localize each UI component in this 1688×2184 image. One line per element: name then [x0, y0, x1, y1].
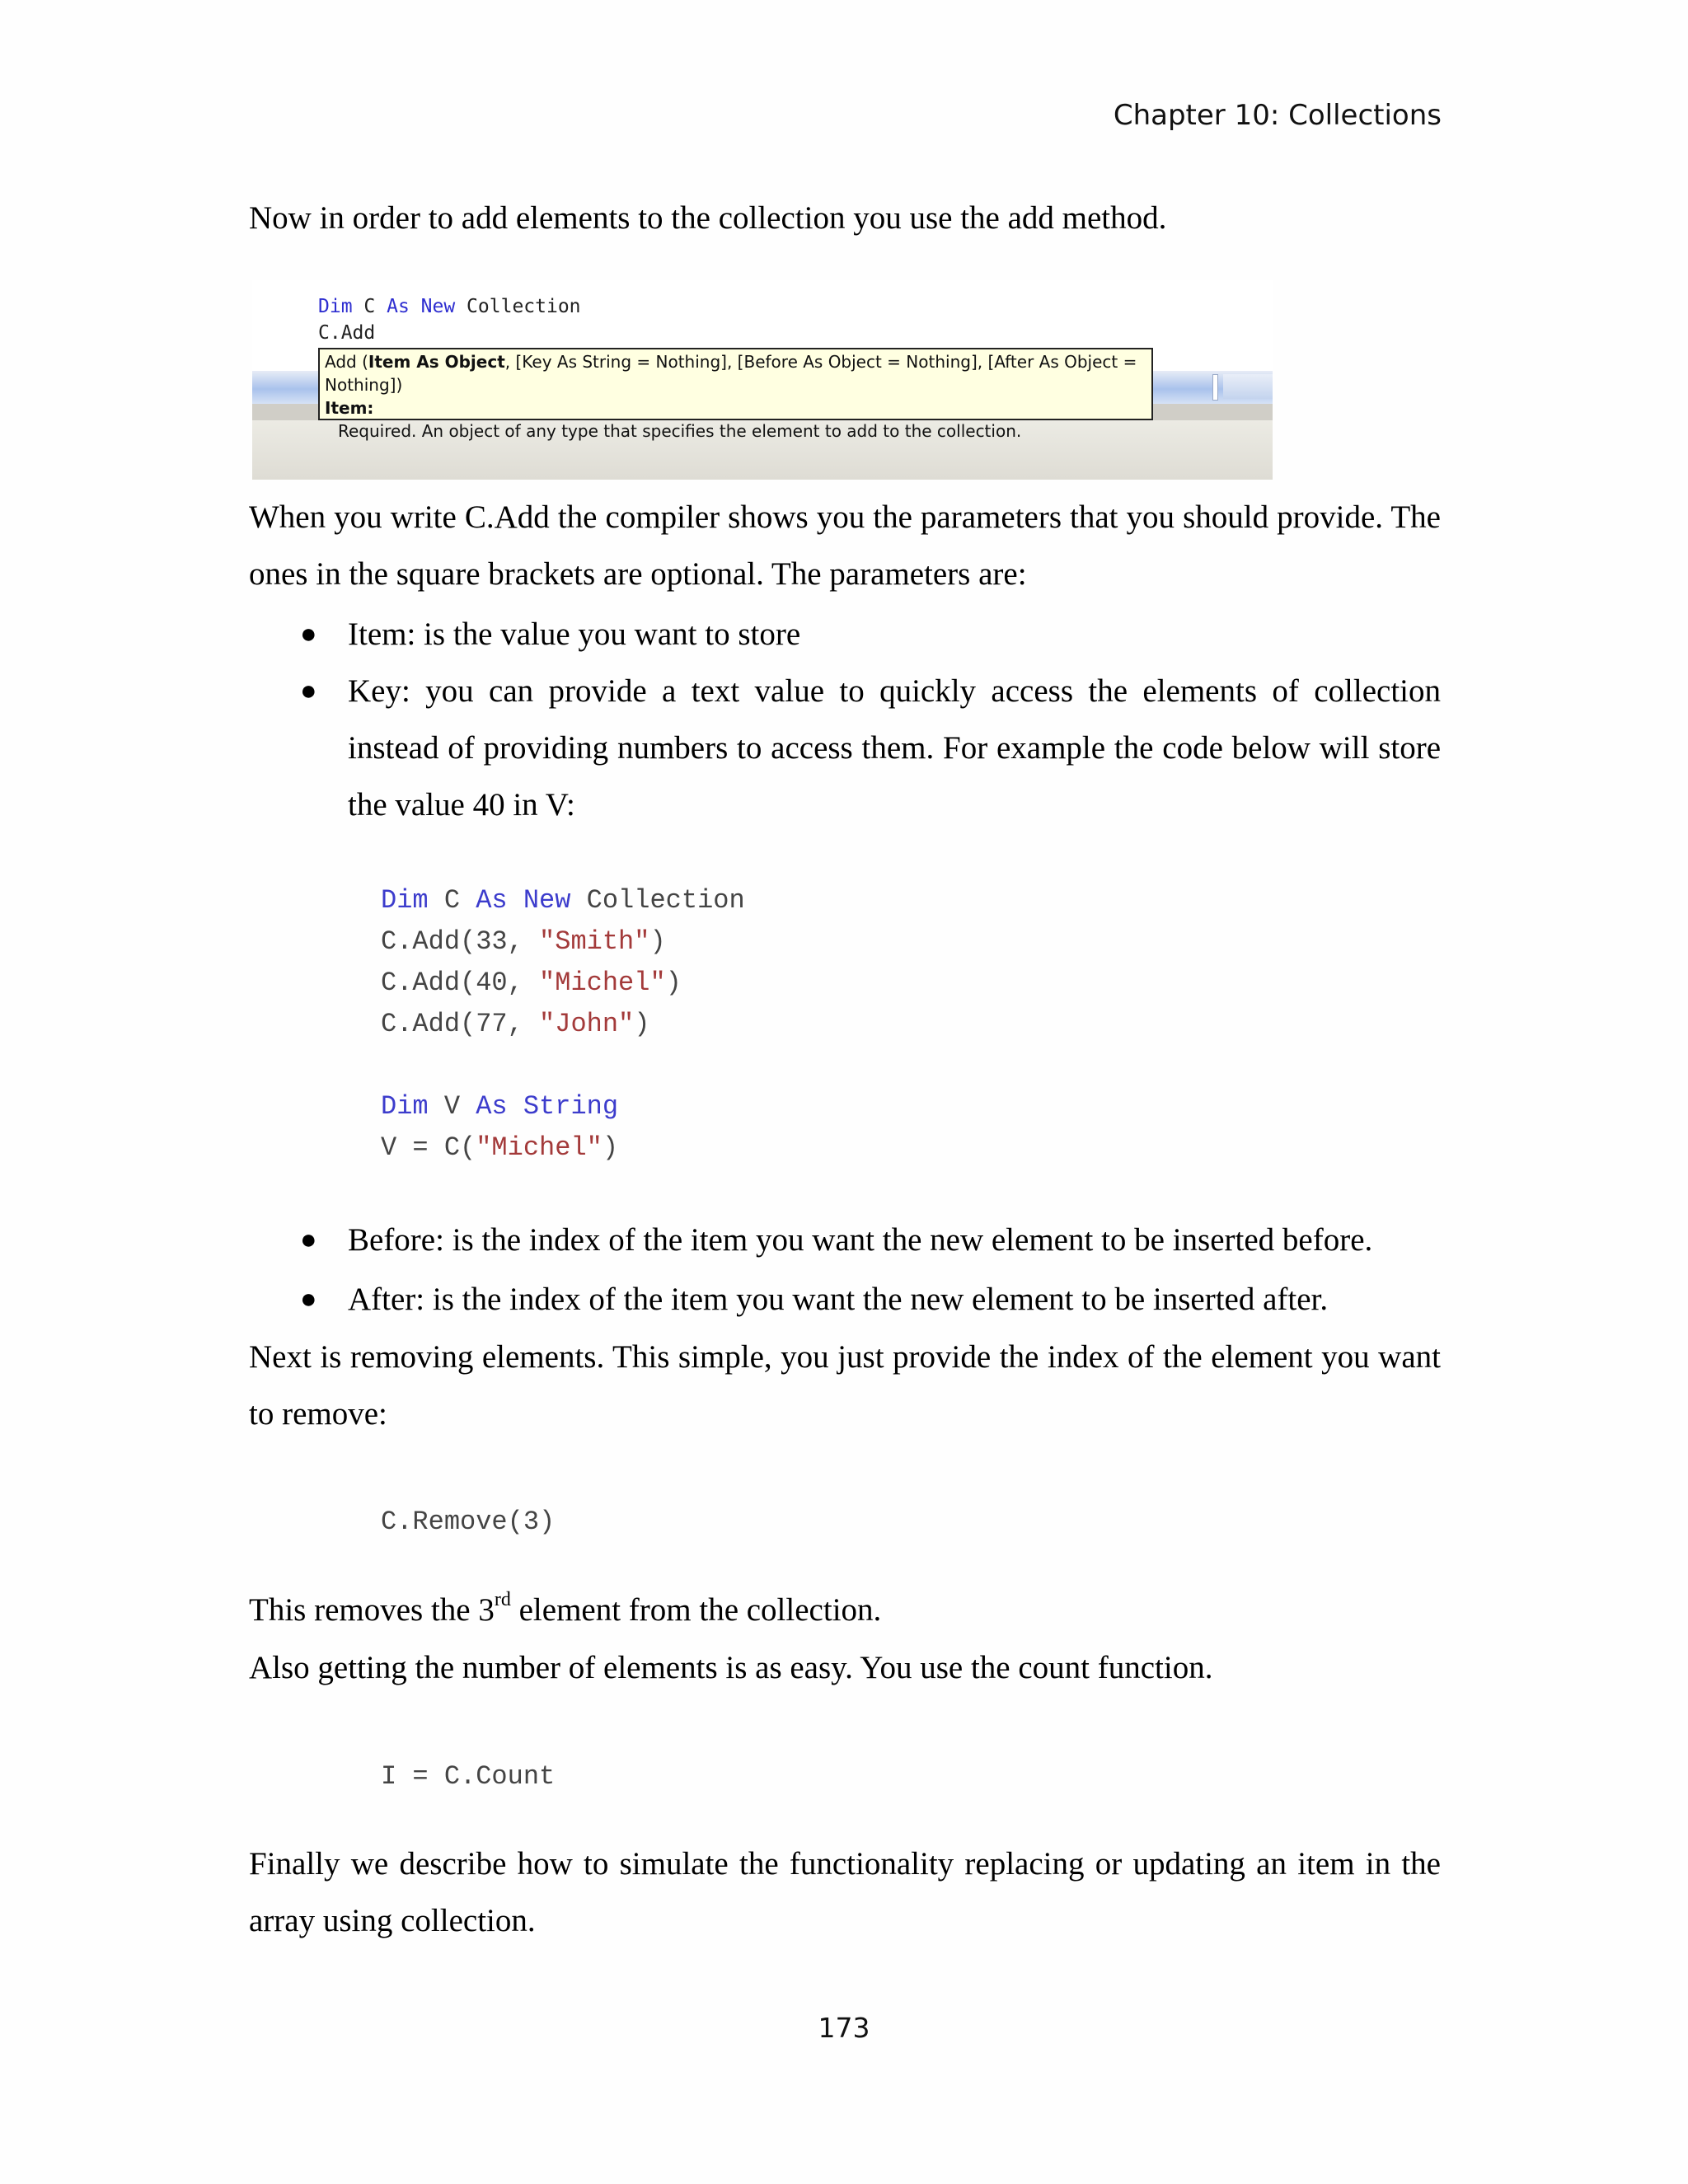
add-paragraph: When you write C.Add the compiler shows you the parameters that you should provide. The ones in the square brackets are optional. The parameters are: — [249, 499, 1441, 592]
code-block-collection: Dim C As New Collection C.Add(33, "Smith") C.Add(40, "Michel") C.Add(77, "John") Dim V As String V = C("Michel") — [381, 885, 745, 1163]
count-paragraph: Also getting the number of elements is as easy. You use the count function. — [249, 1650, 1213, 1685]
bullet-icon: ● — [300, 1284, 317, 1315]
list-item: ● Before: is the index of the item you want the new element to be inserted before. — [249, 1212, 1441, 1268]
bullet-list-params — [249, 606, 1441, 833]
bullet-list-position — [249, 1212, 1441, 1328]
bullet-icon: ● — [300, 676, 317, 706]
bullet-icon: ● — [300, 619, 317, 649]
removes-paragraph: This removes the 3rd element from the collection. — [249, 1589, 882, 1628]
ide-screenshot — [252, 280, 1273, 480]
list-item: ● Item: is the value you want to store — [249, 606, 1441, 663]
chapter-header: Chapter 10: Collections — [1113, 99, 1442, 132]
parameter-info-tooltip: Add (Item As Object, [Key As String = Nothing], [Before As Object = Nothing], [After As Object = Nothing]) Item: Required. An object of any type that specifies the element to add to the collection. — [318, 348, 1153, 420]
bullet-icon: ● — [300, 1225, 317, 1255]
list-item: ● After: is the index of the item you want the new element to be inserted after. — [249, 1271, 1441, 1328]
intro-paragraph: Now in order to add elements to the collection you use the add method. — [249, 200, 1167, 236]
final-paragraph: Finally we describe how to simulate the functionality replacing or updating an item in the array using collection. — [249, 1846, 1441, 1938]
ide-code: Dim C As New Collection C.Add — [318, 296, 581, 344]
code-remove: C.Remove(3) — [381, 1507, 556, 1537]
remove-paragraph: Next is removing elements. This simple, you just provide the index of the element you want to remove: — [249, 1339, 1441, 1432]
list-item: ● Key: you can provide a text value to quickly access the elements of collection instead of providing numbers to access them. For example the code below will store the value 40 in V: — [249, 663, 1441, 833]
code-count: I = C.Count — [381, 1761, 556, 1792]
page-number: 173 — [818, 2012, 870, 2044]
